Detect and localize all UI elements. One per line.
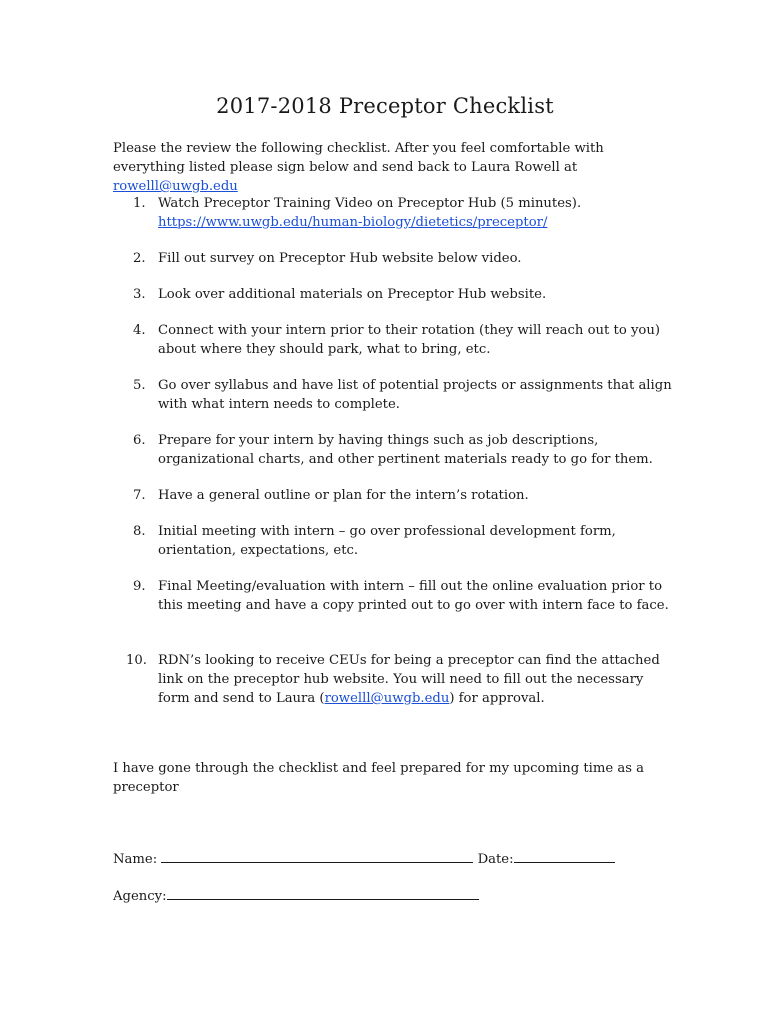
item-number: 5.: [133, 378, 146, 393]
item-text: RDN’s looking to receive CEUs for being a preceptor can find the attached link on the preceptor hub website. You will need to fill out the necessary form and send to Laura (: [158, 653, 660, 706]
intro-paragraph: [113, 139, 673, 196]
agency-label: Agency:: [113, 889, 167, 904]
checklist-item-6: [113, 431, 673, 469]
item-text: Final Meeting/evaluation with intern – fill out the online evaluation prior to this meeting and have a copy printed out to go over with intern face to face.: [158, 579, 669, 613]
item-number: 9.: [133, 579, 146, 594]
item-number: 3.: [133, 287, 146, 302]
item-number: 7.: [133, 488, 146, 503]
intro-text: Please the review the following checklist. After you feel comfortable with everything listed please sign below and send back to Laura Rowell at: [113, 141, 604, 175]
item-number: 1.: [133, 196, 146, 211]
checklist-item-8: [113, 522, 673, 560]
item-number: 2.: [133, 251, 146, 266]
item-text: Watch Preceptor Training Video on Preceptor Hub (5 minutes).: [158, 196, 582, 211]
item-text: Go over syllabus and have list of potential projects or assignments that align with what intern needs to complete.: [158, 378, 672, 412]
date-label: Date:: [477, 852, 514, 867]
agency-line[interactable]: [167, 886, 479, 900]
checklist-item-9: [113, 577, 673, 615]
checklist-item-5: [113, 376, 673, 414]
agency-row: [113, 886, 479, 906]
item-text: Connect with your intern prior to their rotation (they will reach out to you) about where they should park, what to bring, etc.: [158, 323, 661, 357]
checklist: [113, 194, 673, 708]
name-label: Name:: [113, 852, 158, 867]
checklist-item-10: [113, 651, 673, 708]
item-text: Fill out survey on Preceptor Hub website below video.: [158, 251, 522, 266]
name-signature-line[interactable]: [161, 849, 473, 863]
item-text: Look over additional materials on Preceptor Hub website.: [158, 287, 547, 302]
item-text: Prepare for your intern by having things such as job descriptions, organizational charts, and other pertinent materials ready to go for them.: [158, 433, 653, 467]
checklist-item-2: [113, 249, 673, 268]
item-number: 6.: [133, 433, 146, 448]
item-number: 8.: [133, 524, 146, 539]
item-number: 4.: [133, 323, 146, 338]
item-text: Have a general outline or plan for the intern’s rotation.: [158, 488, 529, 503]
checklist-item-4: [113, 321, 673, 359]
item-email-link[interactable]: rowelll@uwgb.edu: [324, 691, 450, 706]
document-title: 2017-2018 Preceptor Checklist: [216, 94, 554, 118]
item-text-after: ) for approval.: [449, 691, 545, 706]
checklist-item-3: [113, 285, 673, 304]
checklist-item-7: [113, 486, 673, 505]
confirmation-statement: I have gone through the checklist and feel prepared for my upcoming time as a preceptor: [113, 761, 645, 795]
item-text: Initial meeting with intern – go over professional development form, orientation, expectations, etc.: [158, 524, 616, 558]
preceptor-hub-link[interactable]: https://www.uwgb.edu/human-biology/dietetics/preceptor/: [158, 215, 548, 230]
item-number: 10.: [126, 653, 147, 668]
checklist-item-1: [113, 194, 673, 232]
date-line[interactable]: [514, 849, 615, 863]
intro-email-link[interactable]: rowelll@uwgb.edu: [113, 179, 238, 194]
name-date-row: [113, 849, 615, 869]
